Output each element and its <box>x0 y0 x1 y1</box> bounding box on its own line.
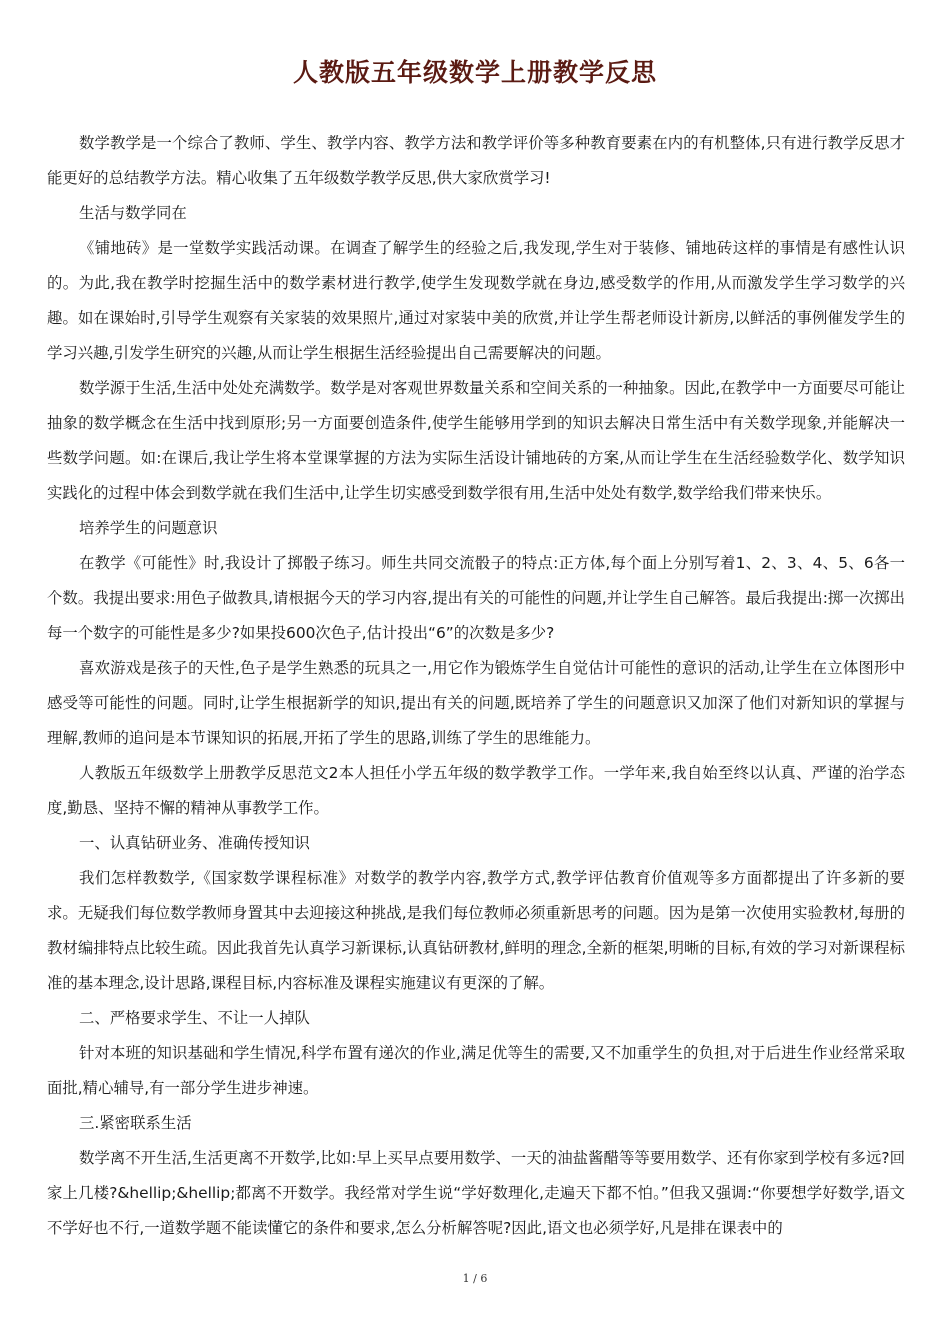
paragraph-games: 喜欢游戏是孩子的天性,色子是学生熟悉的玩具之一,用它作为锻炼学生自觉估计可能性的意识的活动,让学生在立体图形中感受等可能性的问题。同时,让学生根据新学的知识,提出有关的问题,既培养了学生的问题意识又加深了他们对新知识的掌握与理解,教师的追问是本节课知识的拓展,开拓了学生的思路,训练了学生的思维能力。 <box>47 659 905 747</box>
section-heading-three: 三.紧密联系生活 <box>79 1114 192 1132</box>
section-heading-life-and-math: 生活与数学同在 <box>79 204 187 222</box>
section-heading-problem-awareness: 培养学生的问题意识 <box>79 519 218 537</box>
paragraph-curriculum-standard: 我们怎样教数学,《国家数学课程标准》对数学的教学内容,教学方式,教学评估教育价值观等多方面都提出了许多新的要求。无疑我们每位数学教师身置其中去迎接这种挑战,是我们每位教师必须重新思考的问题。因为是第一次使用实验教材,每册的教材编排特点比较生疏。因此我首先认真学习新课标,认真钻研教材,鲜明的理念,全新的框架,明晰的目标,有效的学习对新课程标准的基本理念,设计思路,课程目标,内容标准及课程实施建议有更深的了解。 <box>47 869 905 992</box>
paragraph-dice-lesson: 在教学《可能性》时,我设计了掷骰子练习。师生共同交流骰子的特点:正方体,每个面上分别写着1、2、3、4、5、6各一个数。我提出要求:用色子做教具,请根据今天的学习内容,提出有关的可能性的问题,并让学生自己解答。最后我提出:掷一次掷出每一个数字的可能性是多少?如果投600次色子,估计投出“6”的次数是多少? <box>47 554 905 642</box>
document-body <box>47 126 905 1246</box>
paragraph-sample-two: 人教版五年级数学上册教学反思范文2本人担任小学五年级的数学教学工作。一学年来,我自始至终以认真、严谨的治学态度,勤恳、坚持不懈的精神从事教学工作。 <box>47 764 905 817</box>
paragraph-math-in-life: 数学离不开生活,生活更离不开数学,比如:早上买早点要用数学、一天的油盐酱醋等等要用数学、还有你家到学校有多远?回家上几楼?&hellip;&hellip;都离不开数学。我经常对学生说“学好数理化,走遍天下都不怕。”但我又强调:“你要想学好数学,语文不学好也不行,一道数学题不能读懂它的条件和要求,怎么分析解答呢?因此,语文也必须学好,凡是排在课表中的 <box>47 1149 905 1237</box>
paragraph-floor-tiles: 《铺地砖》是一堂数学实践活动课。在调查了解学生的经验之后,我发现,学生对于装修、铺地砖这样的事情是有感性认识的。为此,我在教学时挖掘生活中的数学素材进行教学,使学生发现数学就在身边,感受数学的作用,从而激发学生学习数学的兴趣。如在课始时,引导学生观察有关家装的效果照片,通过对家装中美的欣赏,并让学生帮老师设计新房,以鲜活的事例催发学生的学习兴趣,引发学生研究的兴趣,从而让学生根据生活经验提出自己需要解决的问题。 <box>47 239 905 362</box>
section-heading-two: 二、严格要求学生、不让一人掉队 <box>79 1009 310 1027</box>
page-indicator: 1 / 6 <box>462 1272 488 1285</box>
paragraph-math-from-life: 数学源于生活,生活中处处充满数学。数学是对客观世界数量关系和空间关系的一种抽象。因此,在教学中一方面要尽可能让抽象的数学概念在生活中找到原形;另一方面要创造条件,使学生能够用学到的知识去解决日常生活中有关数学现象,并能解决一些数学问题。如:在课后,我让学生将本堂课掌握的方法为实际生活设计铺地砖的方案,从而让学生在生活经验数学化、数学知识实践化的过程中体会到数学就在我们生活中,让学生切实感受到数学很有用,生活中处处有数学,数学给我们带来快乐。 <box>47 379 905 502</box>
section-heading-one: 一、认真钻研业务、准确传授知识 <box>79 834 310 852</box>
document-title: 人教版五年级数学上册教学反思 <box>292 58 657 87</box>
paragraph-homework: 针对本班的知识基础和学生情况,科学布置有递次的作业,满足优等生的需要,又不加重学生的负担,对于后进生作业经常采取面批,精心辅导,有一部分学生进步神速。 <box>47 1044 905 1097</box>
paragraph-intro: 数学教学是一个综合了教师、学生、教学内容、教学方法和教学评价等多种教育要素在内的有机整体,只有进行教学反思才能更好的总结教学方法。精心收集了五年级数学教学反思,供大家欣赏学习! <box>47 134 905 187</box>
